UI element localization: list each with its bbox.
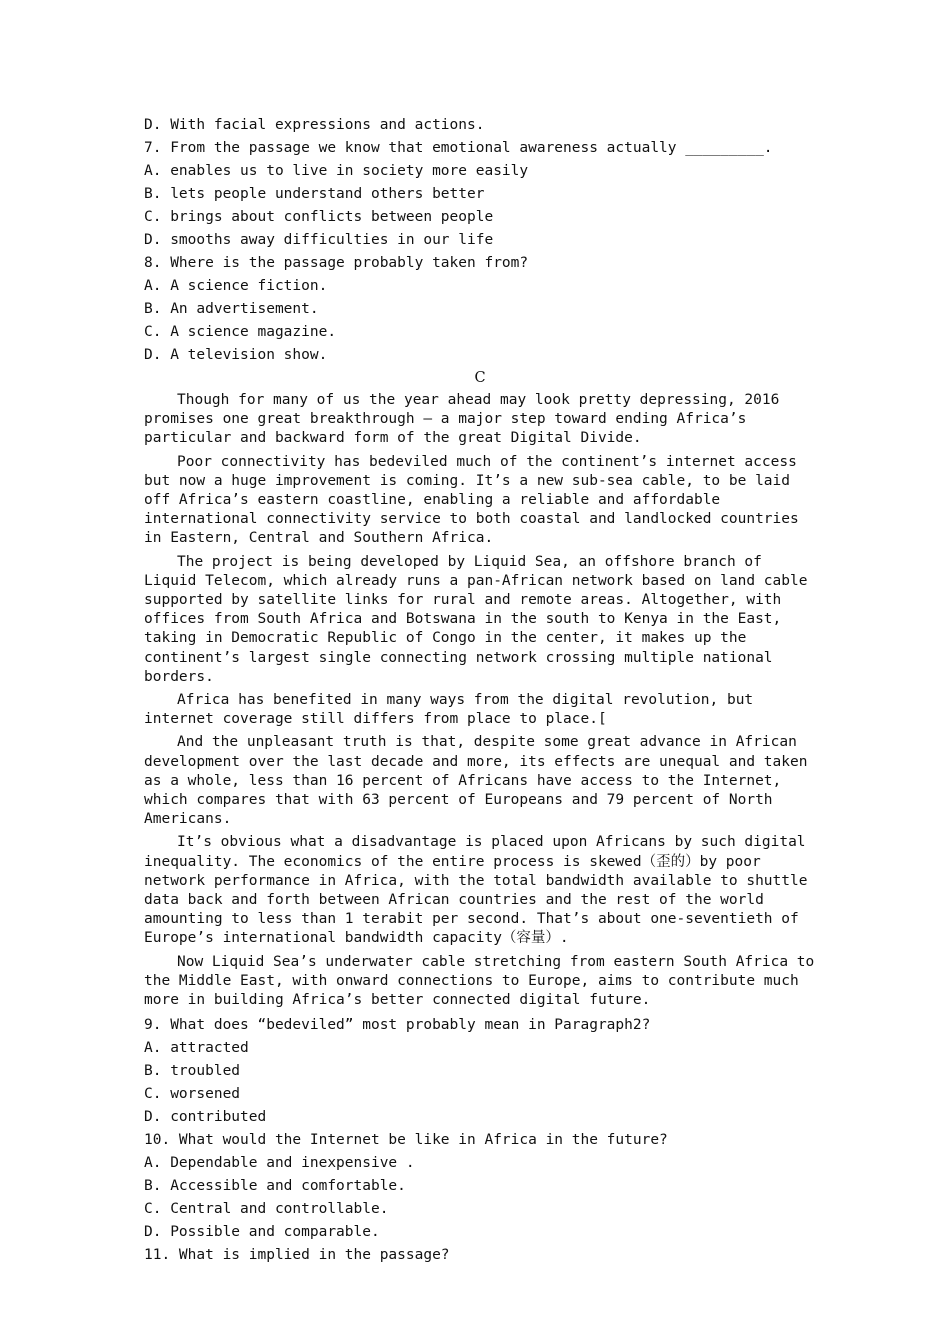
q7-option-a: A. enables us to live in society more easily xyxy=(144,163,529,179)
q9-option-a: A. attracted xyxy=(144,1040,249,1057)
q9-question: 9. What does “bedeviled” most probably mean in Paragraph2? xyxy=(144,1017,651,1034)
q9-option-d: D. contributed xyxy=(144,1109,267,1126)
passage-paragraph-5: And the unpleasant truth is that, despite some great advance in African development over the last decade and more, its effects are unequal and taken as a whole, less than 16 percent of Africans have access to the Internet, which compares that with 63 percent of Europeans and 79 percent of North Americans. xyxy=(144,734,808,828)
q8-option-d: D. A television show. xyxy=(144,347,328,363)
q10-option-d: D. Possible and comparable. xyxy=(144,1224,380,1241)
passage-paragraph-4: Africa has benefited in many ways from the digital revolution, but internet coverage still differs from place to place.[ xyxy=(144,692,754,728)
passage-paragraph-3: The project is being developed by Liquid Sea, an offshore branch of Liquid Telecom, which already runs a pan-African network based on land cable supported by satellite links for rural and remote areas. Altogether, with offices from South Africa and Botswana in the south to Kenya in the East, taking in Democratic Republic of Congo in the center, it makes up the continent’s largest single connecting network crossing multiple national borders. xyxy=(144,553,808,685)
document-page xyxy=(144,114,816,1267)
q11-question: 11. What is implied in the passage? xyxy=(144,1247,450,1264)
q10-question: 10. What would the Internet be like in Africa in the future? xyxy=(144,1132,668,1149)
q7-option-c: C. brings about conflicts between people xyxy=(144,209,494,225)
q8-option-c: C. A science magazine. xyxy=(144,324,337,340)
passage-paragraph-2: Poor connectivity has bedeviled much of the continent’s internet access but now a huge improvement is coming. It’s a new sub-sea cable, to be laid off Africa’s eastern coastline, enabling a reliable and affordable international connectivity service to both coastal and landlocked countries in Eastern, Central and Southern Africa. xyxy=(144,453,799,547)
passage-paragraph-1: Though for many of us the year ahead may look pretty depressing, 2016 promises one great breakthrough — a major step toward ending Africa’s particular and backward form of the great Digital Divide. xyxy=(144,392,780,447)
section-c-heading: C xyxy=(474,370,486,386)
q9-option-c: C. worsened xyxy=(144,1086,241,1103)
q7-option-b: B. lets people understand others better xyxy=(144,186,485,202)
q10-option-c: C. Central and controllable. xyxy=(144,1201,389,1218)
q10-option-a: A. Dependable and inexpensive . xyxy=(144,1155,415,1172)
q8-option-a: A. A science fiction. xyxy=(144,278,328,294)
q8-question: 8. Where is the passage probably taken from? xyxy=(144,255,529,271)
q7-option-d: D. smooths away difficulties in our life xyxy=(144,232,494,248)
q7-question: 7. From the passage we know that emotional awareness actually _________. xyxy=(144,140,773,156)
passage-paragraph-6: It’s obvious what a disadvantage is placed upon Africans by such digital inequality. The economics of the entire process is skewed（歪的）by poor network performance in Africa, with the total bandwidth available to shuttle data back and forth between African countries and the rest of the world amounting to less than 1 terabit per second. That’s about one-seventieth of Europe’s international bandwidth capacity（容量）. xyxy=(144,834,808,947)
q8-option-b: B. An advertisement. xyxy=(144,301,319,317)
q6-option-d: D. With facial expressions and actions. xyxy=(144,117,485,133)
q10-option-b: B. Accessible and comfortable. xyxy=(144,1178,406,1195)
q9-option-b: B. troubled xyxy=(144,1063,241,1080)
passage-paragraph-7: Now Liquid Sea’s underwater cable stretching from eastern South Africa to the Middle East, with onward connections to Europe, aims to contribute much more in building Africa’s better connected digital future. xyxy=(144,953,815,1009)
